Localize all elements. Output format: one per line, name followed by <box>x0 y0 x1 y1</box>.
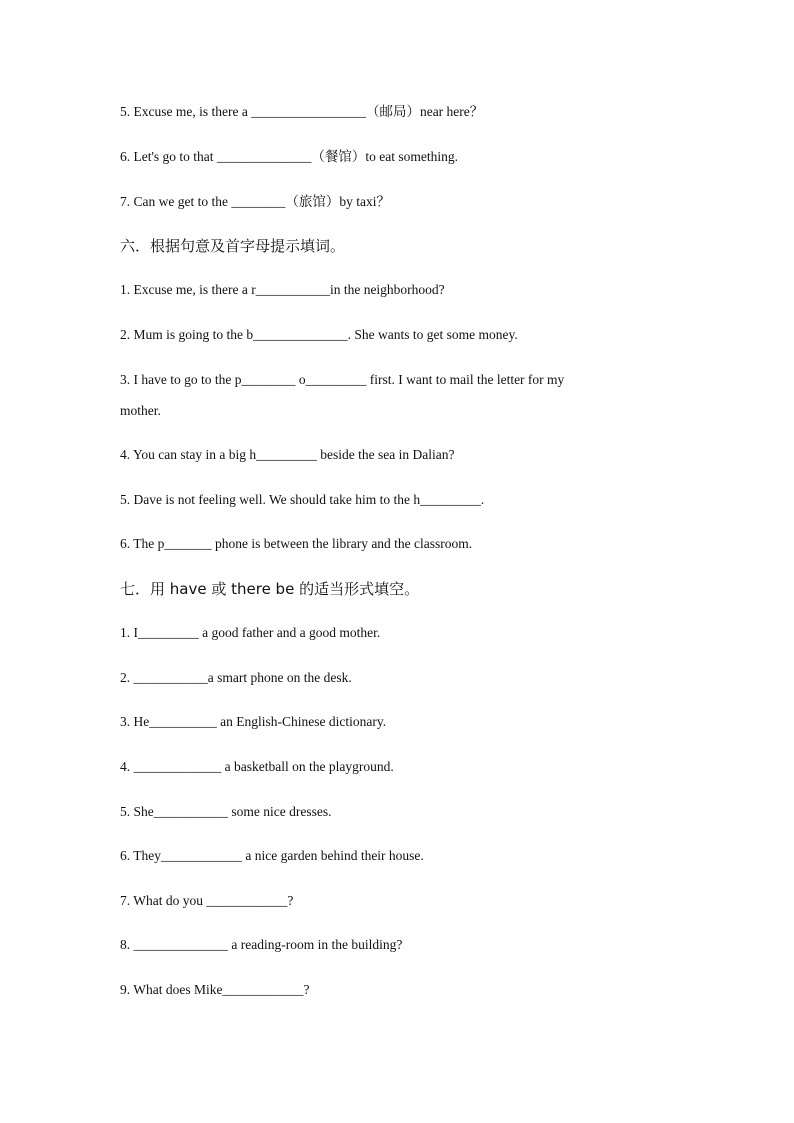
exercise-6-restaurant: 6. Let's go to that ______________（餐馆）to eat something. <box>120 149 459 164</box>
section-7-item-6: 6. They____________ a nice garden behind their house. <box>120 848 424 863</box>
section-6-item-5: 5. Dave is not feeling well. We should take him to the h_________. <box>120 492 485 507</box>
exercise-7-hotel: 7. Can we get to the ________（旅馆）by taxi？ <box>120 194 390 209</box>
section-6-item-4: 4. You can stay in a big h_________ beside the sea in Dalian? <box>120 447 455 462</box>
section-7-item-3: 3. He__________ an English-Chinese dictionary. <box>120 714 387 729</box>
section-6-item-1: 1. Excuse me, is there a r___________in the neighborhood? <box>120 282 445 297</box>
section-6-item-6: 6. The p_______ phone is between the library and the classroom. <box>120 536 473 551</box>
exercise-5-post-office: 5. Excuse me, is there a _________________（邮局）near here？ <box>120 104 484 119</box>
section-6-heading: 六．根据句意及首字母提示填词。 <box>120 237 346 255</box>
section-7-item-9: 9. What does Mike____________? <box>120 982 310 997</box>
section-7-item-2: 2. ___________a smart phone on the desk. <box>120 670 352 685</box>
section-7-heading: 七．用 have 或 there be 的适当形式填空。 <box>120 580 420 598</box>
section-6-item-2: 2. Mum is going to the b______________. She wants to get some money. <box>120 327 518 342</box>
section-7-item-4: 4. _____________ a basketball on the playground. <box>120 759 394 774</box>
section-6-item-3-cont: mother. <box>120 403 161 418</box>
section-7-item-5: 5. She___________ some nice dresses. <box>120 804 332 819</box>
section-7-item-1: 1. I_________ a good father and a good mother. <box>120 625 381 640</box>
section-7-item-8: 8. ______________ a reading-room in the building? <box>120 937 403 952</box>
section-7-item-7: 7. What do you ____________? <box>120 893 294 908</box>
section-6-item-3: 3. I have to go to the p________ o_________ first. I want to mail the letter for my <box>120 372 565 387</box>
